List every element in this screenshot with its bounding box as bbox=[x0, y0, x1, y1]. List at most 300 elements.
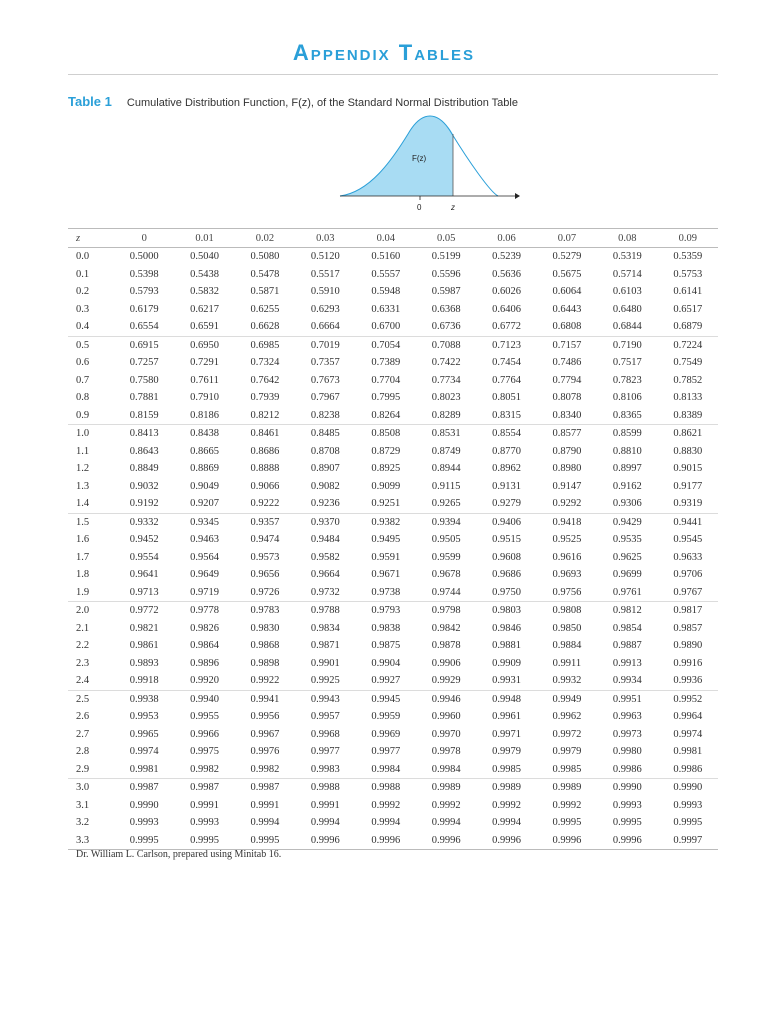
probability-cell: 0.5279 bbox=[552, 251, 582, 263]
axis-arrowhead-icon bbox=[515, 193, 520, 199]
table-body bbox=[68, 248, 718, 850]
probability-cell: 0.9732 bbox=[295, 584, 355, 602]
probability-cell: 0.8238 bbox=[295, 407, 355, 425]
probability-cell: 0.9082 bbox=[310, 480, 340, 492]
probability-cell: 0.6179 bbox=[129, 303, 159, 315]
probability-cell: 0.9979 bbox=[492, 746, 521, 758]
probability-cell: 0.9956 bbox=[250, 711, 280, 723]
probability-cell: 0.9995 bbox=[235, 832, 295, 850]
z-value-cell: 1.8 bbox=[76, 569, 90, 581]
probability-cell: 0.9982 bbox=[174, 761, 234, 779]
probability-cell: 0.9756 bbox=[537, 584, 597, 602]
probability-cell: 0.9861 bbox=[129, 640, 159, 652]
probability-cell: 0.9985 bbox=[537, 761, 597, 779]
table-row bbox=[68, 602, 718, 620]
probability-cell: 0.9971 bbox=[492, 728, 521, 740]
probability-cell: 0.9726 bbox=[235, 584, 295, 602]
probability-cell: 0.9162 bbox=[612, 480, 642, 492]
probability-cell: 0.9881 bbox=[492, 640, 521, 652]
probability-cell: 0.9993 bbox=[129, 817, 159, 829]
probability-cell: 0.9981 bbox=[114, 761, 174, 779]
z-value-cell: 1.4 bbox=[68, 495, 114, 513]
normal-curve-figure bbox=[330, 110, 530, 220]
probability-cell: 0.9991 bbox=[250, 799, 280, 811]
z-value-cell: 3.0 bbox=[76, 782, 90, 794]
probability-cell: 0.9993 bbox=[612, 799, 642, 811]
probability-cell: 0.9961 bbox=[492, 711, 521, 723]
probability-cell: 0.9678 bbox=[431, 569, 461, 581]
column-header: 0.04 bbox=[356, 229, 416, 248]
probability-cell: 0.7454 bbox=[492, 357, 521, 369]
probability-cell: 0.9319 bbox=[658, 495, 718, 513]
z-value-cell: 1.6 bbox=[76, 534, 90, 546]
probability-cell: 0.9842 bbox=[431, 622, 461, 634]
probability-cell: 0.5199 bbox=[431, 251, 461, 263]
probability-cell: 0.9505 bbox=[431, 534, 461, 546]
probability-cell: 0.7823 bbox=[612, 374, 642, 386]
column-header: 0.05 bbox=[416, 229, 476, 248]
probability-cell: 0.8133 bbox=[673, 392, 703, 404]
probability-cell: 0.9463 bbox=[190, 534, 220, 546]
probability-cell: 0.7486 bbox=[552, 357, 582, 369]
probability-cell: 0.9988 bbox=[371, 782, 401, 794]
z-value-cell: 3.3 bbox=[68, 832, 114, 850]
probability-cell: 0.8212 bbox=[235, 407, 295, 425]
probability-cell: 0.7357 bbox=[310, 357, 340, 369]
probability-cell: 0.6591 bbox=[174, 318, 234, 336]
probability-cell: 0.9977 bbox=[371, 746, 401, 758]
probability-cell: 0.5910 bbox=[310, 286, 340, 298]
probability-cell: 0.8186 bbox=[174, 407, 234, 425]
z-value-cell: 2.9 bbox=[68, 761, 114, 779]
probability-cell: 0.5359 bbox=[673, 251, 703, 263]
table-row bbox=[68, 549, 718, 567]
z-value-cell: 1.2 bbox=[76, 463, 90, 475]
probability-cell: 0.8643 bbox=[129, 445, 159, 457]
probability-cell: 0.5080 bbox=[250, 251, 280, 263]
heading-divider bbox=[68, 74, 718, 75]
column-header: 0.07 bbox=[537, 229, 597, 248]
probability-cell: 0.9959 bbox=[371, 711, 401, 723]
probability-cell: 0.7190 bbox=[612, 339, 642, 351]
probability-cell: 0.9995 bbox=[612, 817, 642, 829]
probability-cell: 0.6985 bbox=[250, 339, 280, 351]
probability-cell: 0.8485 bbox=[310, 428, 340, 440]
probability-cell: 0.8289 bbox=[416, 407, 476, 425]
probability-cell: 0.8849 bbox=[129, 463, 159, 475]
probability-cell: 0.8621 bbox=[673, 428, 703, 440]
probability-cell: 0.5438 bbox=[190, 268, 220, 280]
probability-cell: 0.9761 bbox=[597, 584, 657, 602]
probability-cell: 0.9890 bbox=[673, 640, 703, 652]
probability-cell: 0.8770 bbox=[492, 445, 521, 457]
probability-cell: 0.9994 bbox=[431, 817, 461, 829]
probability-cell: 0.9671 bbox=[371, 569, 401, 581]
probability-cell: 0.9913 bbox=[612, 657, 642, 669]
axis-zero-label: 0 bbox=[417, 203, 422, 212]
probability-cell: 0.9985 bbox=[476, 761, 536, 779]
probability-cell: 0.7910 bbox=[190, 392, 220, 404]
probability-cell: 0.9991 bbox=[310, 799, 340, 811]
probability-cell: 0.9846 bbox=[492, 622, 521, 634]
probability-cell: 0.9957 bbox=[310, 711, 340, 723]
probability-cell: 0.9884 bbox=[552, 640, 582, 652]
probability-cell: 0.9441 bbox=[673, 516, 703, 528]
probability-cell: 0.9893 bbox=[129, 657, 159, 669]
probability-cell: 0.6879 bbox=[658, 318, 718, 336]
probability-cell: 0.6480 bbox=[612, 303, 642, 315]
probability-cell: 0.9649 bbox=[190, 569, 220, 581]
probability-cell: 0.9983 bbox=[295, 761, 355, 779]
probability-cell: 0.9934 bbox=[597, 672, 657, 690]
z-value-cell: 2.3 bbox=[76, 657, 90, 669]
table-row bbox=[68, 354, 718, 372]
table-row bbox=[68, 672, 718, 690]
probability-cell: 0.5948 bbox=[371, 286, 401, 298]
probability-cell: 0.6064 bbox=[552, 286, 582, 298]
probability-cell: 0.9981 bbox=[673, 746, 703, 758]
probability-cell: 0.9484 bbox=[310, 534, 340, 546]
probability-cell: 0.5675 bbox=[552, 268, 582, 280]
probability-cell: 0.9236 bbox=[295, 495, 355, 513]
z-value-cell: 0.6 bbox=[76, 357, 90, 369]
probability-cell: 0.5040 bbox=[190, 251, 220, 263]
probability-cell: 0.9131 bbox=[492, 480, 521, 492]
table-caption-text: Cumulative Distribution Function, F(z), of the Standard Normal Distribution Table bbox=[126, 97, 518, 109]
column-header: 0 bbox=[114, 229, 174, 248]
probability-cell: 0.7995 bbox=[371, 392, 401, 404]
probability-cell: 0.9838 bbox=[371, 622, 401, 634]
probability-cell: 0.9429 bbox=[612, 516, 642, 528]
z-value-cell: 1.5 bbox=[76, 516, 90, 528]
probability-cell: 0.9951 bbox=[612, 693, 642, 705]
probability-cell: 0.9357 bbox=[250, 516, 280, 528]
probability-cell: 0.7852 bbox=[673, 374, 703, 386]
table-row bbox=[68, 301, 718, 319]
probability-cell: 0.7054 bbox=[371, 339, 401, 351]
probability-cell: 0.9474 bbox=[250, 534, 280, 546]
table-row bbox=[68, 495, 718, 513]
z-value-cell: 0.0 bbox=[76, 251, 90, 263]
table-row bbox=[68, 584, 718, 602]
z-value-cell: 1.1 bbox=[76, 445, 90, 457]
table-row bbox=[68, 832, 718, 850]
probability-cell: 0.9625 bbox=[612, 551, 642, 563]
area-label: F(z) bbox=[412, 154, 427, 163]
probability-cell: 0.9975 bbox=[190, 746, 220, 758]
probability-cell: 0.6141 bbox=[673, 286, 703, 298]
table-row bbox=[68, 389, 718, 407]
z-value-cell: 1.7 bbox=[76, 551, 90, 563]
probability-cell: 0.6443 bbox=[552, 303, 582, 315]
probability-cell: 0.9817 bbox=[673, 605, 703, 617]
probability-cell: 0.9306 bbox=[597, 495, 657, 513]
footnote: Dr. William L. Carlson, prepared using Minitab 16. bbox=[76, 849, 282, 860]
probability-cell: 0.8389 bbox=[658, 407, 718, 425]
probability-cell: 0.9834 bbox=[310, 622, 340, 634]
probability-cell: 0.9192 bbox=[114, 495, 174, 513]
probability-cell: 0.9929 bbox=[416, 672, 476, 690]
probability-cell: 0.8051 bbox=[492, 392, 521, 404]
probability-cell: 0.9936 bbox=[658, 672, 718, 690]
probability-cell: 0.9987 bbox=[190, 782, 220, 794]
z-value-cell: 0.5 bbox=[76, 339, 90, 351]
probability-cell: 0.6406 bbox=[492, 303, 521, 315]
probability-cell: 0.6664 bbox=[295, 318, 355, 336]
probability-cell: 0.8686 bbox=[250, 445, 280, 457]
probability-cell: 0.9693 bbox=[552, 569, 582, 581]
probability-cell: 0.8708 bbox=[310, 445, 340, 457]
probability-cell: 0.9582 bbox=[310, 551, 340, 563]
probability-cell: 0.9994 bbox=[310, 817, 340, 829]
probability-cell: 0.9292 bbox=[537, 495, 597, 513]
probability-cell: 0.9941 bbox=[250, 693, 280, 705]
z-value-cell: 0.9 bbox=[68, 407, 114, 425]
probability-cell: 0.6628 bbox=[235, 318, 295, 336]
probability-cell: 0.7967 bbox=[310, 392, 340, 404]
probability-cell: 0.9955 bbox=[190, 711, 220, 723]
probability-cell: 0.9641 bbox=[129, 569, 159, 581]
probability-cell: 0.8830 bbox=[673, 445, 703, 457]
probability-cell: 0.9994 bbox=[492, 817, 521, 829]
column-header-z: z bbox=[68, 229, 114, 248]
probability-cell: 0.6517 bbox=[673, 303, 703, 315]
probability-cell: 0.9927 bbox=[356, 672, 416, 690]
probability-cell: 0.9878 bbox=[431, 640, 461, 652]
probability-cell: 0.7673 bbox=[310, 374, 340, 386]
table-row bbox=[68, 566, 718, 584]
probability-cell: 0.9965 bbox=[129, 728, 159, 740]
z-value-cell: 0.7 bbox=[76, 374, 90, 386]
probability-cell: 0.9345 bbox=[190, 516, 220, 528]
probability-cell: 0.9887 bbox=[612, 640, 642, 652]
z-value-cell: 2.2 bbox=[76, 640, 90, 652]
probability-cell: 0.9984 bbox=[356, 761, 416, 779]
probability-cell: 0.9977 bbox=[310, 746, 340, 758]
probability-cell: 0.9973 bbox=[612, 728, 642, 740]
z-value-cell: 2.6 bbox=[76, 711, 90, 723]
probability-cell: 0.5636 bbox=[492, 268, 521, 280]
table-row bbox=[68, 372, 718, 390]
probability-cell: 0.9969 bbox=[371, 728, 401, 740]
cumulative-area-shading bbox=[340, 116, 453, 196]
probability-cell: 0.8340 bbox=[537, 407, 597, 425]
probability-cell: 0.9015 bbox=[673, 463, 703, 475]
probability-cell: 0.7549 bbox=[673, 357, 703, 369]
probability-cell: 0.9996 bbox=[476, 832, 536, 850]
probability-cell: 0.9382 bbox=[371, 516, 401, 528]
probability-cell: 0.6217 bbox=[190, 303, 220, 315]
probability-cell: 0.5987 bbox=[431, 286, 461, 298]
probability-cell: 0.9826 bbox=[190, 622, 220, 634]
probability-cell: 0.9535 bbox=[612, 534, 642, 546]
probability-cell: 0.8264 bbox=[356, 407, 416, 425]
probability-cell: 0.9995 bbox=[174, 832, 234, 850]
probability-cell: 0.9332 bbox=[129, 516, 159, 528]
probability-cell: 0.9962 bbox=[552, 711, 582, 723]
probability-cell: 0.8665 bbox=[190, 445, 220, 457]
probability-cell: 0.9991 bbox=[190, 799, 220, 811]
probability-cell: 0.9608 bbox=[492, 551, 521, 563]
table-row bbox=[68, 478, 718, 496]
probability-cell: 0.9115 bbox=[431, 480, 461, 492]
probability-cell: 0.9066 bbox=[250, 480, 280, 492]
probability-cell: 0.9783 bbox=[250, 605, 280, 617]
probability-cell: 0.9898 bbox=[250, 657, 280, 669]
probability-cell: 0.8944 bbox=[431, 463, 461, 475]
probability-cell: 0.7642 bbox=[250, 374, 280, 386]
probability-cell: 0.9925 bbox=[295, 672, 355, 690]
probability-cell: 0.9993 bbox=[190, 817, 220, 829]
probability-cell: 0.9994 bbox=[250, 817, 280, 829]
probability-cell: 0.9778 bbox=[190, 605, 220, 617]
probability-cell: 0.6950 bbox=[190, 339, 220, 351]
probability-cell: 0.9992 bbox=[371, 799, 401, 811]
probability-cell: 0.6293 bbox=[310, 303, 340, 315]
probability-cell: 0.9525 bbox=[552, 534, 582, 546]
table-row bbox=[68, 425, 718, 443]
table-row bbox=[68, 708, 718, 726]
probability-cell: 0.9974 bbox=[129, 746, 159, 758]
z-value-cell: 0.3 bbox=[76, 303, 90, 315]
probability-cell: 0.5239 bbox=[492, 251, 521, 263]
probability-cell: 0.9995 bbox=[114, 832, 174, 850]
probability-cell: 0.6026 bbox=[492, 286, 521, 298]
probability-cell: 0.9798 bbox=[431, 605, 461, 617]
probability-cell: 0.9871 bbox=[310, 640, 340, 652]
probability-cell: 0.9990 bbox=[612, 782, 642, 794]
probability-cell: 0.9656 bbox=[250, 569, 280, 581]
probability-cell: 0.8365 bbox=[597, 407, 657, 425]
probability-cell: 0.9664 bbox=[310, 569, 340, 581]
probability-cell: 0.6331 bbox=[371, 303, 401, 315]
probability-cell: 0.6103 bbox=[612, 286, 642, 298]
probability-cell: 0.9992 bbox=[431, 799, 461, 811]
probability-cell: 0.9857 bbox=[673, 622, 703, 634]
table-row bbox=[68, 460, 718, 478]
z-value-cell: 2.7 bbox=[76, 728, 90, 740]
probability-cell: 0.9251 bbox=[356, 495, 416, 513]
probability-cell: 0.9850 bbox=[552, 622, 582, 634]
probability-cell: 0.7611 bbox=[190, 374, 219, 386]
probability-cell: 0.9966 bbox=[190, 728, 220, 740]
table-row bbox=[68, 531, 718, 549]
probability-cell: 0.8925 bbox=[371, 463, 401, 475]
table-row bbox=[68, 761, 718, 779]
probability-cell: 0.9222 bbox=[235, 495, 295, 513]
probability-cell: 0.8749 bbox=[431, 445, 461, 457]
probability-cell: 0.9931 bbox=[476, 672, 536, 690]
probability-cell: 0.9996 bbox=[416, 832, 476, 850]
table-row bbox=[68, 743, 718, 761]
probability-cell: 0.5596 bbox=[431, 268, 461, 280]
probability-cell: 0.7389 bbox=[371, 357, 401, 369]
probability-cell: 0.9616 bbox=[552, 551, 582, 563]
probability-cell: 0.9953 bbox=[129, 711, 159, 723]
probability-cell: 0.9994 bbox=[371, 817, 401, 829]
probability-cell: 0.8159 bbox=[114, 407, 174, 425]
table-row bbox=[68, 690, 718, 708]
probability-cell: 0.9633 bbox=[673, 551, 703, 563]
probability-cell: 0.9997 bbox=[658, 832, 718, 850]
z-value-cell: 0.8 bbox=[76, 392, 90, 404]
probability-cell: 0.9750 bbox=[476, 584, 536, 602]
probability-cell: 0.9875 bbox=[371, 640, 401, 652]
probability-cell: 0.9545 bbox=[673, 534, 703, 546]
probability-cell: 0.7324 bbox=[250, 357, 280, 369]
probability-cell: 0.9992 bbox=[552, 799, 582, 811]
probability-cell: 0.9564 bbox=[190, 551, 220, 563]
table-row bbox=[68, 655, 718, 673]
probability-cell: 0.7257 bbox=[129, 357, 159, 369]
probability-cell: 0.9990 bbox=[129, 799, 159, 811]
table-row bbox=[68, 336, 718, 354]
probability-cell: 0.9265 bbox=[416, 495, 476, 513]
probability-cell: 0.9738 bbox=[356, 584, 416, 602]
probability-cell: 0.9938 bbox=[129, 693, 159, 705]
probability-cell: 0.9988 bbox=[310, 782, 340, 794]
probability-cell: 0.9864 bbox=[190, 640, 220, 652]
probability-cell: 0.5753 bbox=[673, 268, 703, 280]
column-header: 0.02 bbox=[235, 229, 295, 248]
probability-cell: 0.7422 bbox=[431, 357, 461, 369]
z-value-cell: 0.1 bbox=[76, 268, 90, 280]
z-value-cell: 1.3 bbox=[76, 480, 90, 492]
probability-cell: 0.9932 bbox=[537, 672, 597, 690]
table-row bbox=[68, 513, 718, 531]
table-row bbox=[68, 779, 718, 797]
z-value-cell: 2.4 bbox=[68, 672, 114, 690]
z-value-cell: 1.0 bbox=[76, 428, 90, 440]
probability-cell: 0.6844 bbox=[597, 318, 657, 336]
probability-cell: 0.9989 bbox=[552, 782, 582, 794]
probability-cell: 0.9896 bbox=[190, 657, 220, 669]
probability-cell: 0.6255 bbox=[250, 303, 280, 315]
table-caption bbox=[68, 94, 518, 109]
probability-cell: 0.9279 bbox=[476, 495, 536, 513]
probability-cell: 0.7123 bbox=[492, 339, 521, 351]
probability-cell: 0.6368 bbox=[431, 303, 461, 315]
probability-cell: 0.9978 bbox=[431, 746, 461, 758]
probability-cell: 0.9952 bbox=[673, 693, 703, 705]
probability-cell: 0.8413 bbox=[129, 428, 159, 440]
probability-cell: 0.9974 bbox=[673, 728, 703, 740]
table-row bbox=[68, 443, 718, 461]
probability-cell: 0.9946 bbox=[431, 693, 461, 705]
page-heading: Appendix Tables bbox=[292, 40, 476, 65]
probability-cell: 0.9868 bbox=[250, 640, 280, 652]
table-row bbox=[68, 407, 718, 425]
probability-cell: 0.7704 bbox=[371, 374, 401, 386]
table-row bbox=[68, 637, 718, 655]
probability-cell: 0.9996 bbox=[356, 832, 416, 850]
probability-cell: 0.9911 bbox=[552, 657, 582, 669]
probability-cell: 0.9996 bbox=[597, 832, 657, 850]
z-value-cell: 2.8 bbox=[76, 746, 90, 758]
probability-cell: 0.9948 bbox=[492, 693, 521, 705]
table-row bbox=[68, 283, 718, 301]
probability-cell: 0.9830 bbox=[250, 622, 280, 634]
z-value-cell: 0.2 bbox=[76, 286, 90, 298]
z-value-cell: 0.4 bbox=[68, 318, 114, 336]
axis-z-label: z bbox=[451, 203, 455, 212]
probability-cell: 0.6700 bbox=[356, 318, 416, 336]
probability-cell: 0.9812 bbox=[612, 605, 642, 617]
probability-cell: 0.9918 bbox=[114, 672, 174, 690]
probability-cell: 0.5478 bbox=[250, 268, 280, 280]
probability-cell: 0.9207 bbox=[174, 495, 234, 513]
probability-cell: 0.9767 bbox=[658, 584, 718, 602]
